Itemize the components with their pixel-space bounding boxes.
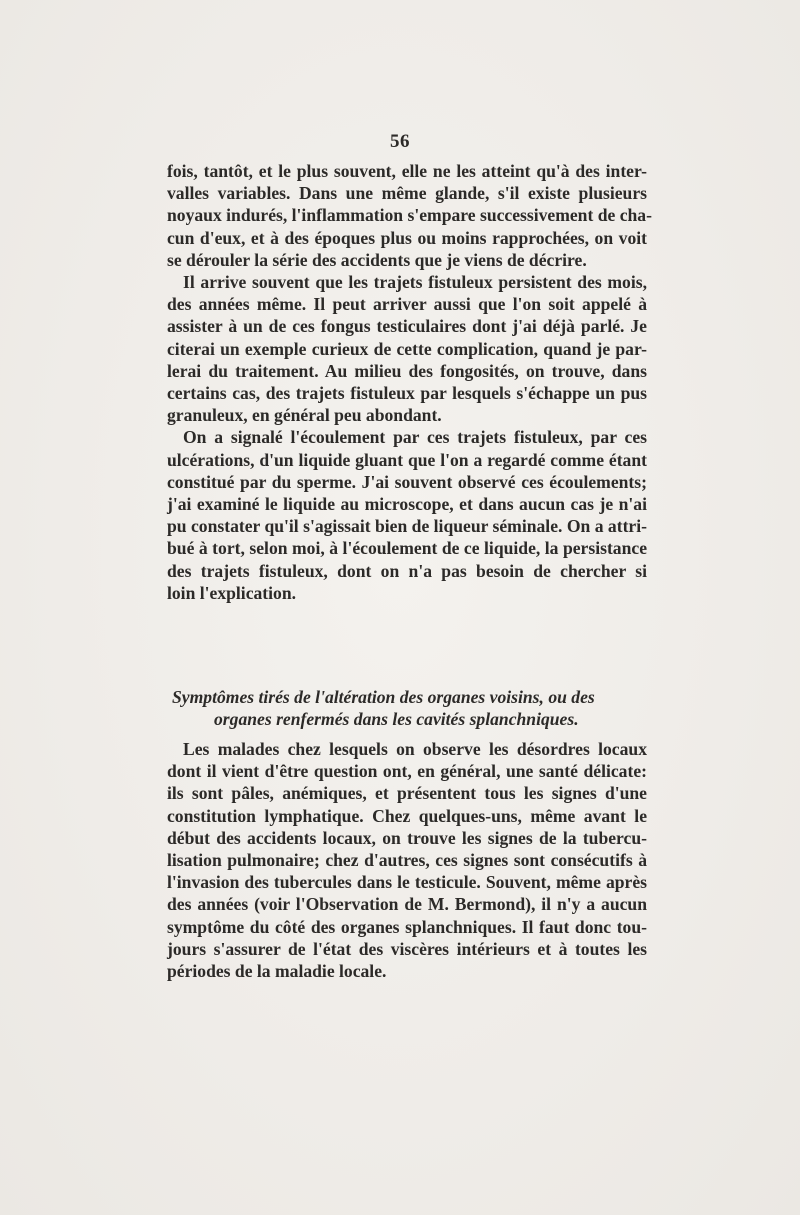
text-line: cun d'eux, et à des époques plus ou moins rapprochées, on voit [167,227,647,248]
text-line: assister à un de ces fongus testiculaires dont j'ai déjà parlé. Je [167,316,647,337]
text-line: jours s'assurer de l'état des viscères intérieurs et à toutes les [167,938,647,959]
page-number: 56 [390,131,410,152]
text-line: des années même. Il peut arriver aussi que l'on soit appelé à [167,294,647,315]
section-heading [172,686,648,730]
text-line: se dérouler la série des accidents que je viens de décrire. [167,249,587,270]
text-line: On a signalé l'écoulement par ces trajets fistuleux, par ces [183,427,647,448]
text-line: j'ai examiné le liquide au microscope, et dans aucun cas je n'ai [167,494,647,515]
text-line: dont il vient d'être question ont, en général, une santé délicate: [167,761,647,782]
text-line: valles variables. Dans une même glande, s'il existe plusieurs [167,183,647,204]
text-line: constitué par du sperme. J'ai souvent observé ces écoulements; [167,471,647,492]
text-line: pu constater qu'il s'agissait bien de liqueur séminale. On a attri- [167,516,647,537]
text-line: citerai un exemple curieux de cette complication, quand je par- [167,338,647,359]
text-line: ulcérations, d'un liquide gluant que l'on a regardé comme étant [167,449,647,470]
text-line: loin l'explication. [167,582,297,603]
text-line: Il arrive souvent que les trajets fistuleux persistent des mois, [183,272,647,293]
section-heading-line-1: Symptômes tirés de l'altération des organes voisins, ou des [172,687,595,707]
text-line: granuleux, en général peu abondant. [167,405,442,426]
text-line: ils sont pâles, anémiques, et présentent tous les signes d'une [167,783,647,804]
text-line: noyaux indurés, l'inflammation s'empare successivement de cha- [167,205,652,226]
text-line: Les malades chez lesquels on observe les désordres locaux [183,739,647,759]
paragraph-1 [167,160,652,271]
text-line: périodes de la maladie locale. [167,961,387,982]
text-line: lisation pulmonaire; chez d'autres, ces signes sont consécutifs à [167,850,647,871]
text-line: fois, tantôt, et le plus souvent, elle ne les atteint qu'à des inter- [167,161,647,181]
paragraph-2 [167,271,647,426]
paragraph-3 [167,426,647,604]
text-line: lerai du traitement. Au milieu des fongosités, on trouve, dans [167,360,647,381]
text-line: des trajets fistuleux, dont on n'a pas besoin de chercher si [167,560,647,581]
text-line: symptôme du côté des organes splanchniques. Il faut donc tou- [167,916,647,937]
text-line: début des accidents locaux, on trouve les signes de la tubercu- [167,827,647,848]
text-line: certains cas, des trajets fistuleux par lesquels s'échappe un pus [167,383,647,404]
body-text [167,160,652,604]
text-line: l'invasion des tubercules dans le testicule. Souvent, même après [167,872,647,893]
section-paragraph [167,738,647,982]
text-line: des années (voir l'Observation de M. Bermond), il n'y a aucun [167,894,647,915]
text-line: bué à tort, selon moi, à l'écoulement de ce liquide, la persistance [167,538,647,559]
section-heading-line-2: organes renfermés dans les cavités splanchniques. [214,709,579,730]
text-line: constitution lymphatique. Chez quelques-uns, même avant le [167,805,647,826]
